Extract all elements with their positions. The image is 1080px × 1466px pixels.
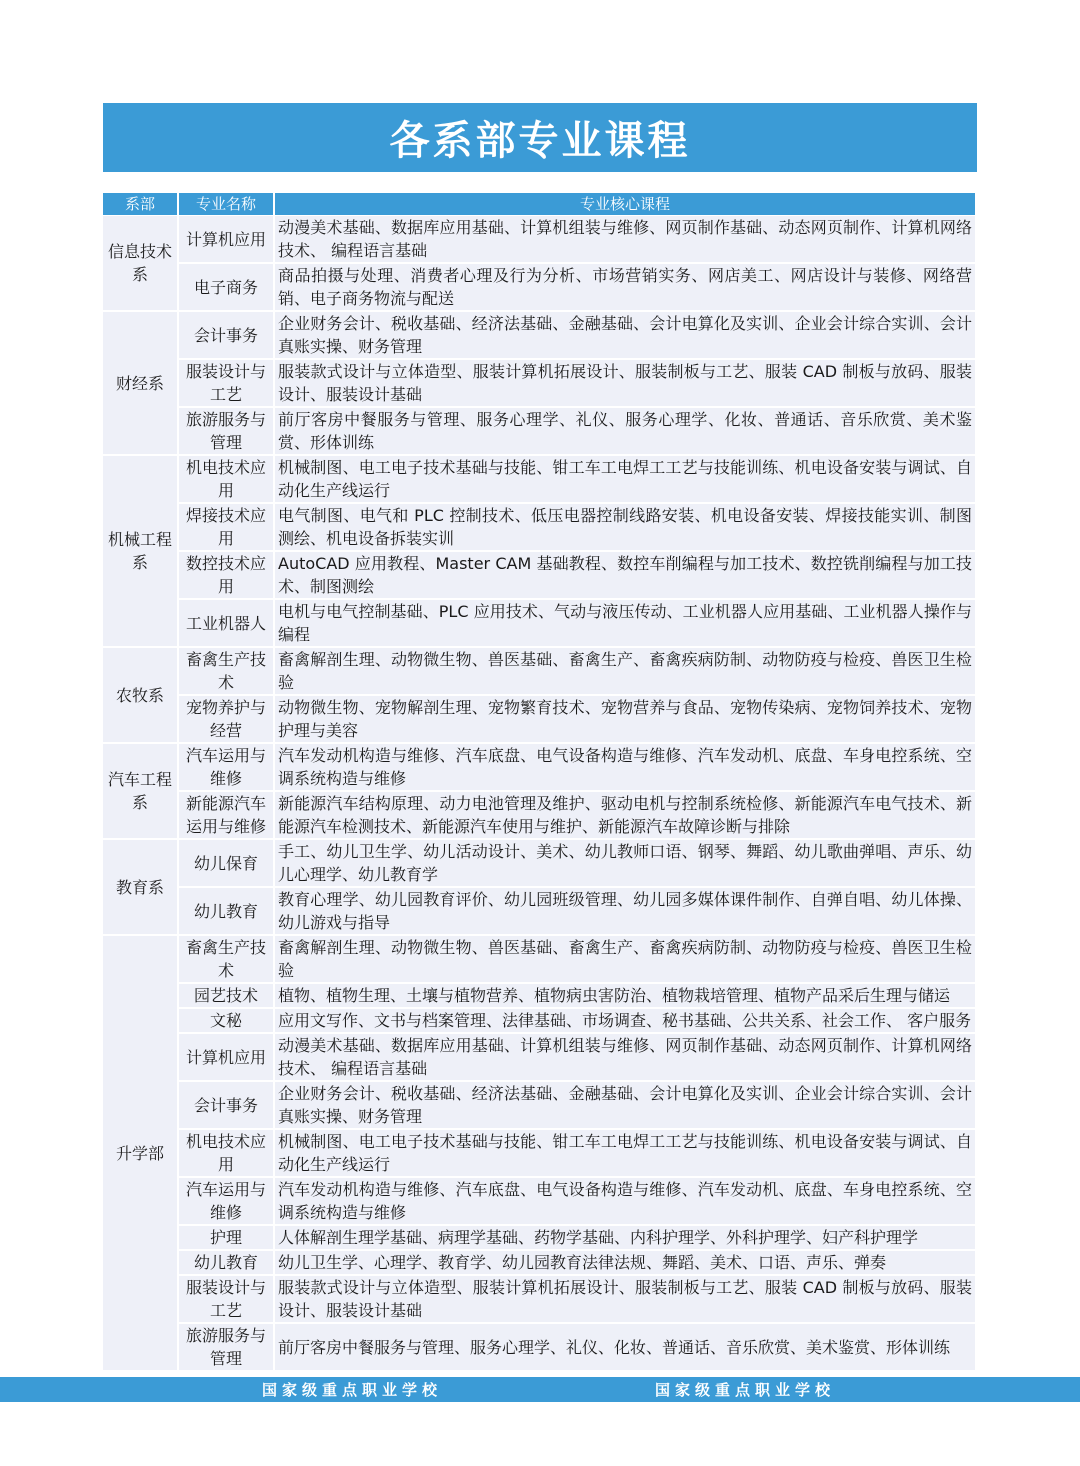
major-cell: 护理 <box>179 1226 273 1251</box>
table-row <box>103 1009 975 1034</box>
dept-cell: 机械工程系 <box>103 456 177 648</box>
table-row <box>103 360 975 408</box>
major-cell: 园艺技术 <box>179 984 273 1009</box>
major-cell: 旅游服务与管理 <box>179 1324 273 1372</box>
header-dept: 系部 <box>103 193 177 216</box>
major-cell: 数控技术应用 <box>179 552 273 600</box>
courses-cell: 电机与电气控制基础、PLC 应用技术、气动与液压传动、工业机器人应用基础、工业机器人操作与编程 <box>275 600 975 648</box>
major-cell: 畜禽生产技术 <box>179 648 273 696</box>
dept-cell: 农牧系 <box>103 648 177 744</box>
table-row <box>103 1251 975 1276</box>
table-row <box>103 408 975 456</box>
courses-cell: 电气制图、电气和 PLC 控制技术、低压电器控制线路安装、机电设备安装、焊接技能实训、制图测绘、机电设备拆装实训 <box>275 504 975 552</box>
dept-cell: 信息技术系 <box>103 216 177 312</box>
table-row <box>103 936 975 984</box>
table-row <box>103 456 975 504</box>
major-cell: 焊接技术应用 <box>179 504 273 552</box>
table-body <box>103 216 975 1372</box>
header-major: 专业名称 <box>179 193 273 216</box>
course-table <box>101 193 977 1372</box>
courses-cell: 机械制图、电工电子技术基础与技能、钳工车工电焊工工艺与技能训练、机电设备安装与调试、自动化生产线运行 <box>275 456 975 504</box>
footer-text-right: 国家级重点职业学校 <box>655 1381 836 1399</box>
table-row <box>103 888 975 936</box>
table-row <box>103 792 975 840</box>
courses-cell: 幼儿卫生学、心理学、教育学、幼儿园教育法律法规、舞蹈、美术、口语、声乐、弹奏 <box>275 1251 975 1276</box>
courses-cell: 教育心理学、幼儿园教育评价、幼儿园班级管理、幼儿园多媒体课件制作、自弹自唱、幼儿体操、幼儿游戏与指导 <box>275 888 975 936</box>
courses-cell: 植物、植物生理、土壤与植物营养、植物病虫害防治、植物栽培管理、植物产品采后生理与储运 <box>275 984 975 1009</box>
major-cell: 会计事务 <box>179 312 273 360</box>
courses-cell: AutoCAD 应用教程、Master CAM 基础教程、数控车削编程与加工技术、数控铣削编程与加工技术、制图测绘 <box>275 552 975 600</box>
courses-cell: 动漫美术基础、数据库应用基础、计算机组装与维修、网页制作基础、动态网页制作、计算机网络技术、 编程语言基础 <box>275 1034 975 1082</box>
table-row <box>103 552 975 600</box>
footer-bar <box>0 1377 1080 1402</box>
table-row <box>103 840 975 888</box>
major-cell: 工业机器人 <box>179 600 273 648</box>
table-row <box>103 504 975 552</box>
courses-cell: 动漫美术基础、数据库应用基础、计算机组装与维修、网页制作基础、动态网页制作、计算机网络技术、 编程语言基础 <box>275 216 975 264</box>
courses-cell: 新能源汽车结构原理、动力电池管理及维护、驱动电机与控制系统检修、新能源汽车电气技术、新能源汽车检测技术、新能源汽车使用与维护、新能源汽车故障诊断与排除 <box>275 792 975 840</box>
major-cell: 汽车运用与维修 <box>179 744 273 792</box>
dept-cell: 升学部 <box>103 936 177 1372</box>
header-courses: 专业核心课程 <box>275 193 975 216</box>
courses-cell: 汽车发动机构造与维修、汽车底盘、电气设备构造与维修、汽车发动机、底盘、车身电控系统、空调系统构造与维修 <box>275 744 975 792</box>
major-cell: 幼儿保育 <box>179 840 273 888</box>
major-cell: 幼儿教育 <box>179 888 273 936</box>
dept-cell: 汽车工程系 <box>103 744 177 840</box>
major-cell: 机电技术应用 <box>179 1130 273 1178</box>
table-row <box>103 600 975 648</box>
table-row <box>103 264 975 312</box>
courses-cell: 商品拍摄与处理、消费者心理及行为分析、市场营销实务、网店美工、网店设计与装修、网络营销、电子商务物流与配送 <box>275 264 975 312</box>
courses-cell: 人体解剖生理学基础、病理学基础、药物学基础、内科护理学、外科护理学、妇产科护理学 <box>275 1226 975 1251</box>
table-row <box>103 696 975 744</box>
table-header-row <box>103 193 975 216</box>
dept-cell: 财经系 <box>103 312 177 456</box>
courses-cell: 手工、幼儿卫生学、幼儿活动设计、美术、幼儿教师口语、钢琴、舞蹈、幼儿歌曲弹唱、声乐、幼儿心理学、幼儿教育学 <box>275 840 975 888</box>
table-row <box>103 1178 975 1226</box>
page-title: 各系部专业课程 <box>103 103 977 172</box>
table-row <box>103 1082 975 1130</box>
major-cell: 电子商务 <box>179 264 273 312</box>
major-cell: 旅游服务与管理 <box>179 408 273 456</box>
courses-cell: 汽车发动机构造与维修、汽车底盘、电气设备构造与维修、汽车发动机、底盘、车身电控系统、空调系统构造与维修 <box>275 1178 975 1226</box>
table-row <box>103 312 975 360</box>
courses-cell: 畜禽解剖生理、动物微生物、兽医基础、畜禽生产、畜禽疾病防制、动物防疫与检疫、兽医卫生检验 <box>275 936 975 984</box>
major-cell: 计算机应用 <box>179 1034 273 1082</box>
major-cell: 服装设计与工艺 <box>179 1276 273 1324</box>
major-cell: 文秘 <box>179 1009 273 1034</box>
footer-text-left: 国家级重点职业学校 <box>262 1381 443 1399</box>
major-cell: 机电技术应用 <box>179 456 273 504</box>
major-cell: 新能源汽车运用与维修 <box>179 792 273 840</box>
table-row <box>103 984 975 1009</box>
major-cell: 计算机应用 <box>179 216 273 264</box>
major-cell: 幼儿教育 <box>179 1251 273 1276</box>
table-row <box>103 1226 975 1251</box>
major-cell: 汽车运用与维修 <box>179 1178 273 1226</box>
courses-cell: 企业财务会计、税收基础、经济法基础、金融基础、会计电算化及实训、企业会计综合实训、会计真账实操、财务管理 <box>275 312 975 360</box>
major-cell: 服装设计与工艺 <box>179 360 273 408</box>
courses-cell: 服装款式设计与立体造型、服装计算机拓展设计、服装制板与工艺、服装 CAD 制板与放码、服装设计、服装设计基础 <box>275 360 975 408</box>
courses-cell: 畜禽解剖生理、动物微生物、兽医基础、畜禽生产、畜禽疾病防制、动物防疫与检疫、兽医卫生检验 <box>275 648 975 696</box>
table-row <box>103 1034 975 1082</box>
courses-cell: 应用文写作、文书与档案管理、法律基础、市场调查、秘书基础、公共关系、社会工作、 客户服务 <box>275 1009 975 1034</box>
major-cell: 会计事务 <box>179 1082 273 1130</box>
table-row <box>103 1276 975 1324</box>
major-cell: 畜禽生产技术 <box>179 936 273 984</box>
courses-cell: 机械制图、电工电子技术基础与技能、钳工车工电焊工工艺与技能训练、机电设备安装与调试、自动化生产线运行 <box>275 1130 975 1178</box>
courses-cell: 前厅客房中餐服务与管理、服务心理学、礼仪、服务心理学、化妆、普通话、音乐欣赏、美术鉴赏、形体训练 <box>275 408 975 456</box>
courses-cell: 企业财务会计、税收基础、经济法基础、金融基础、会计电算化及实训、企业会计综合实训、会计真账实操、财务管理 <box>275 1082 975 1130</box>
major-cell: 宠物养护与经营 <box>179 696 273 744</box>
courses-cell: 前厅客房中餐服务与管理、服务心理学、礼仪、化妆、普通话、音乐欣赏、美术鉴赏、形体训练 <box>275 1324 975 1372</box>
table-row <box>103 648 975 696</box>
table-row <box>103 1130 975 1178</box>
table-row <box>103 216 975 264</box>
table-row <box>103 744 975 792</box>
courses-cell: 动物微生物、宠物解剖生理、宠物繁育技术、宠物营养与食品、宠物传染病、宠物饲养技术、宠物护理与美容 <box>275 696 975 744</box>
table-row <box>103 1324 975 1372</box>
dept-cell: 教育系 <box>103 840 177 936</box>
courses-cell: 服装款式设计与立体造型、服装计算机拓展设计、服装制板与工艺、服装 CAD 制板与放码、服装设计、服装设计基础 <box>275 1276 975 1324</box>
